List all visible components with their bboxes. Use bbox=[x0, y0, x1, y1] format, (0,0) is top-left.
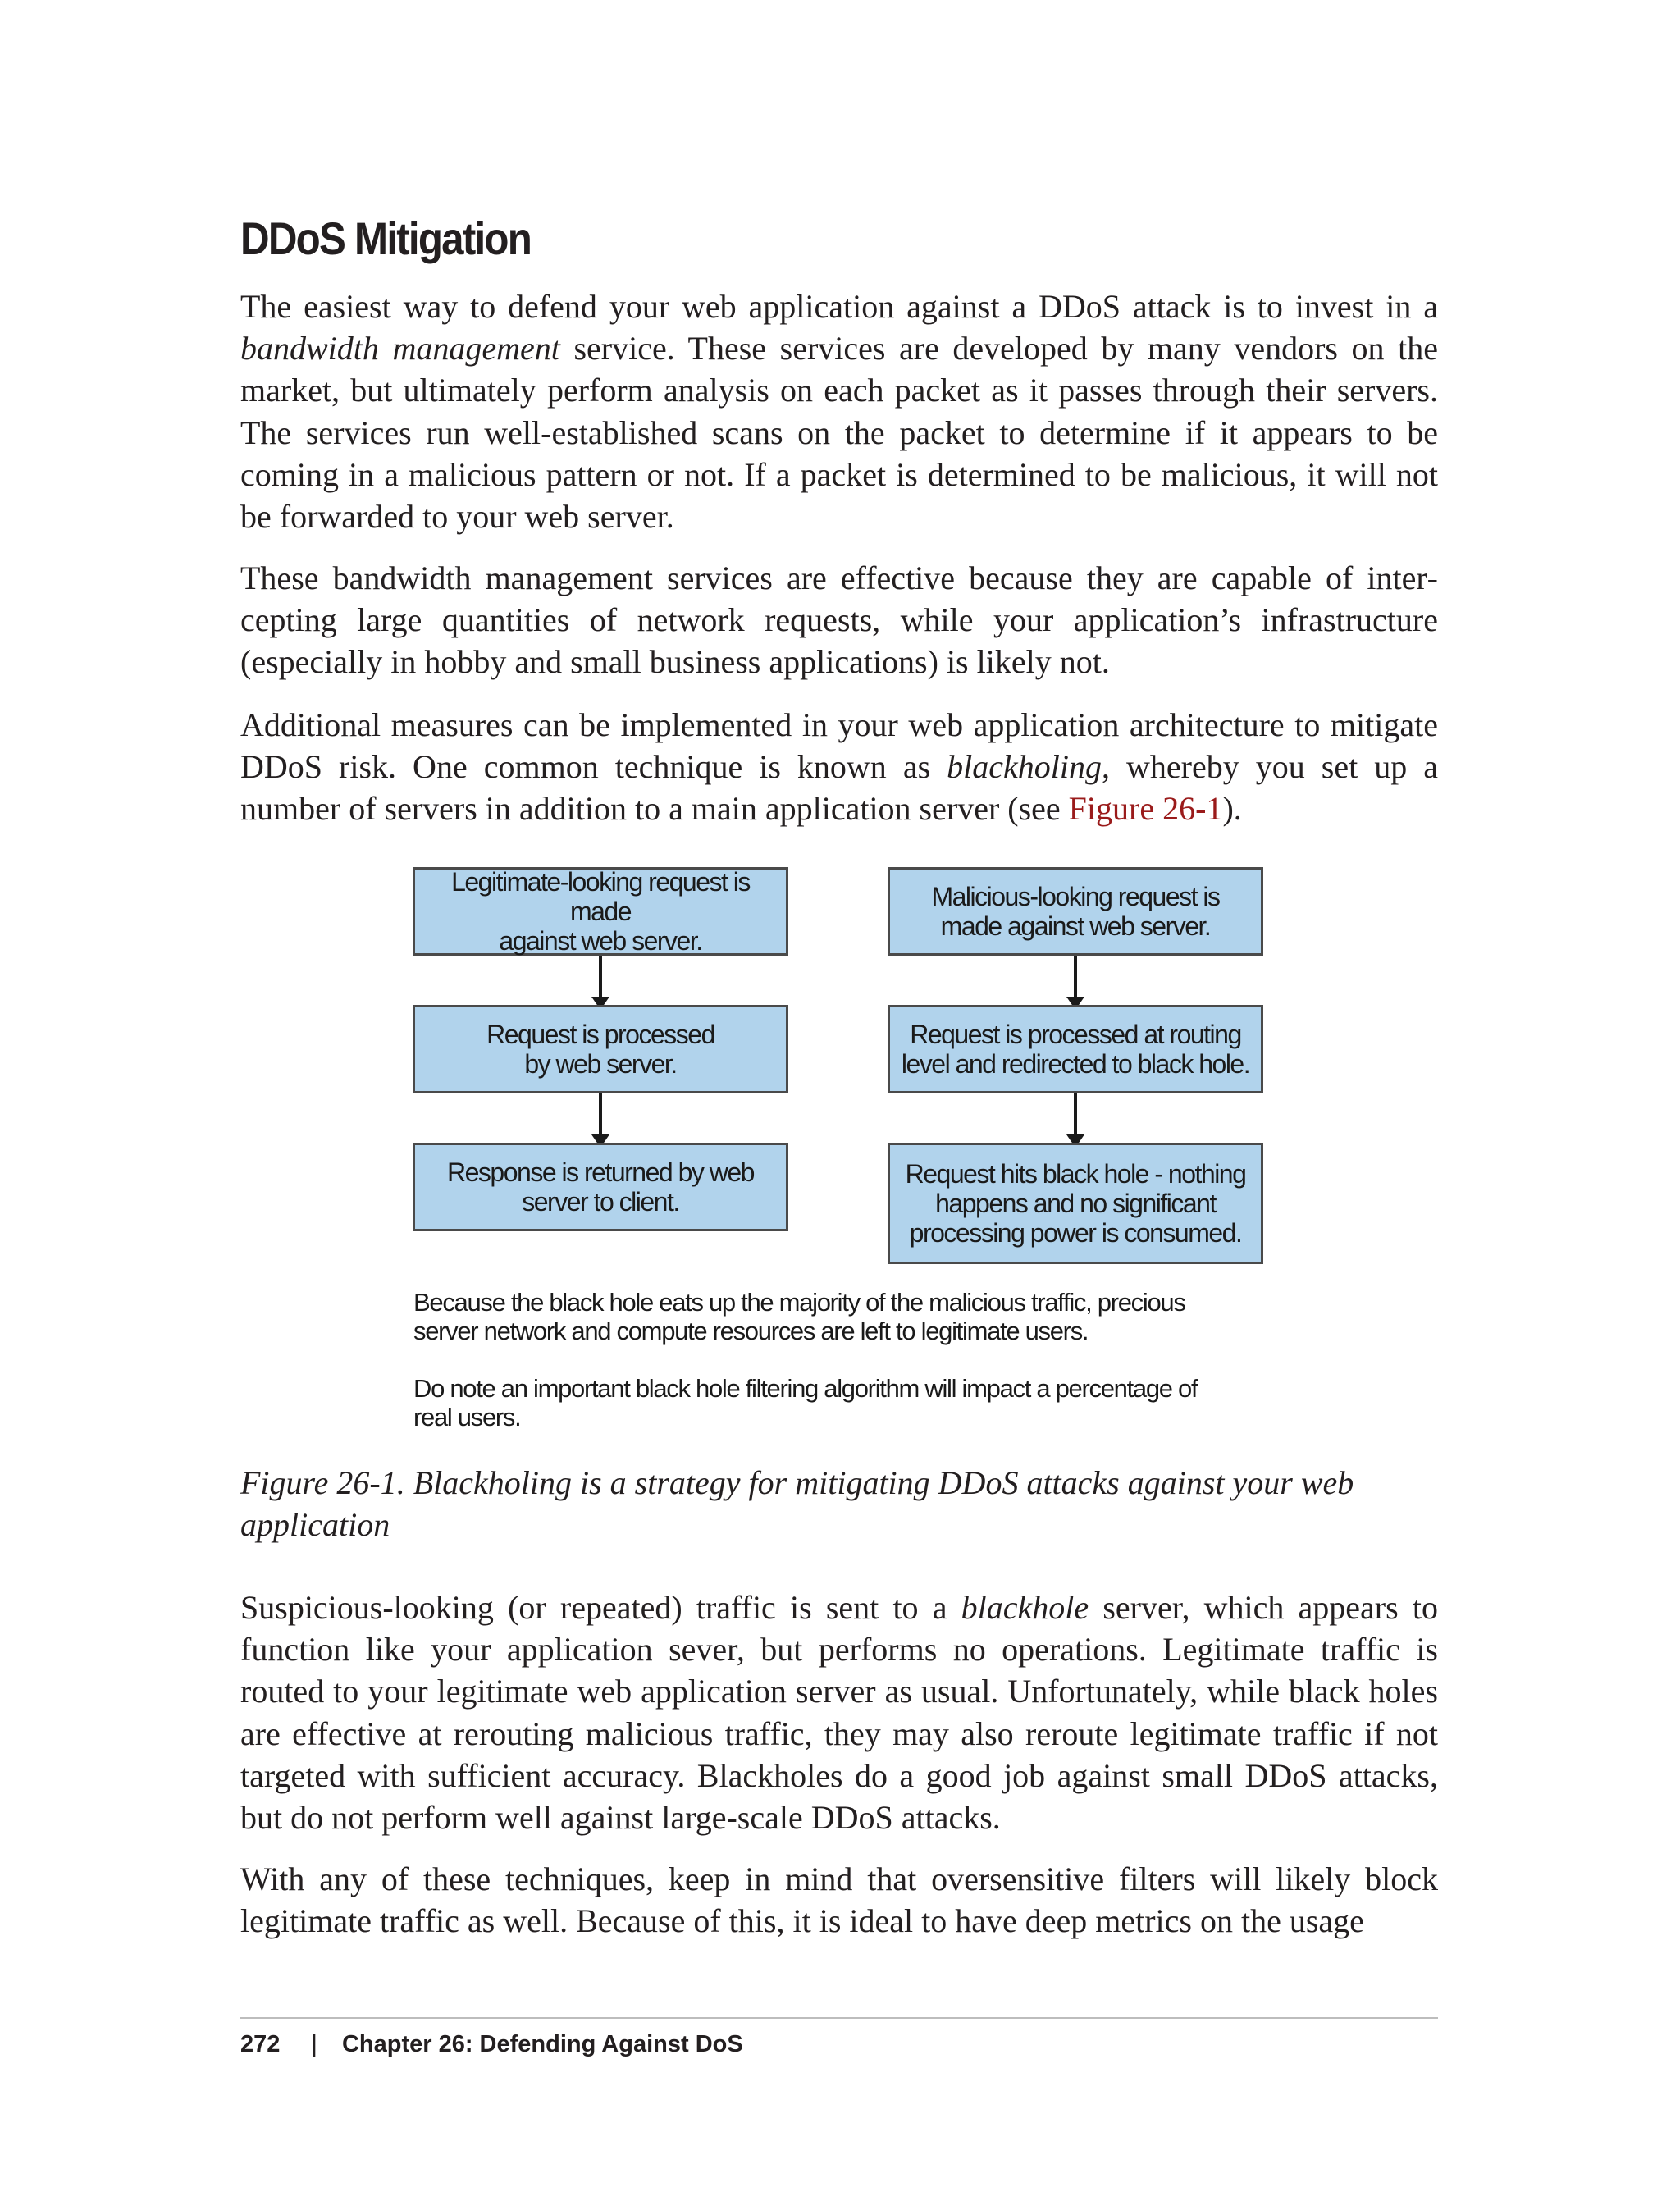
paragraph-2: These bandwidth management services are effective because they are capable of intercepting large quantities of network requests, while your application’s infrastructure (especially in hobby and small business applications) is likely not. bbox=[240, 559, 1438, 681]
figure-caption: Figure 26-1. Blackholing is a strategy for mitigating DDoS attacks against your web application bbox=[240, 1464, 1354, 1544]
footer-separator: | bbox=[311, 2031, 317, 2057]
box-line: Legitimate-looking request is made bbox=[451, 867, 750, 926]
paragraph-1 bbox=[240, 285, 1438, 537]
note-line: server network and compute resources are left to legitimate users. bbox=[413, 1317, 1089, 1345]
paragraph-4 bbox=[240, 1586, 1438, 1838]
page-number: 272 bbox=[240, 2031, 281, 2057]
figure-note-1 bbox=[413, 1288, 1267, 1345]
blackholing-figure bbox=[402, 857, 1271, 1448]
footer-divider bbox=[240, 2017, 1438, 2019]
page-footer bbox=[240, 2031, 743, 2058]
paragraph-1-text-a: The easiest way to defend your web application against a DDoS attack is to invest in a bbox=[240, 288, 1438, 325]
box-line: Response is returned by web bbox=[447, 1157, 754, 1187]
box-line: server to client. bbox=[522, 1187, 679, 1217]
paragraph-4-text-b: server, which appears to function like your application sever, but performs no operations. Legitimate traffic is routed to your legitimate web application server as usual. Unfortunately, while black holes are effective at rerouting malicious traffic, they may also reroute legitimate traffic if not targeted with sufficient accuracy. Blackholes do a good job against small DDoS attacks, but do not perform well against large-scale DDoS attacks. bbox=[240, 1589, 1438, 1837]
box-line: happens and no significant bbox=[935, 1189, 1216, 1218]
box-line: against web server. bbox=[499, 926, 702, 956]
note-line: real users. bbox=[413, 1403, 521, 1431]
box-redirected-to-black-hole bbox=[888, 1005, 1263, 1093]
box-line: Malicious-looking request is bbox=[931, 882, 1220, 911]
paragraph-4-emphasis: blackhole bbox=[961, 1589, 1089, 1626]
paragraph-4-text-a: Suspicious-looking (or repeated) traffic is sent to a bbox=[240, 1589, 961, 1626]
box-line: made against web server. bbox=[940, 911, 1211, 941]
box-line: processing power is consumed. bbox=[909, 1218, 1242, 1248]
paragraph-1-text-b: service. These services are developed by many vendors on the market, but ultimately perform analysis on each packet as it passes through their servers. The services run well-established scans on the packet to determine if it appears to be coming in a malicious pattern or not. If a packet is determined to be malicious, it will not be forwarded to your web server. bbox=[240, 330, 1438, 536]
box-malicious-request bbox=[888, 867, 1263, 956]
figure-note-2 bbox=[413, 1374, 1267, 1431]
arrow-down-icon bbox=[1074, 956, 1077, 998]
paragraph-3-text-a: Additional measures can be implemented in your web application architecture to mitigate DDoS risk. One common technique is known as bbox=[240, 706, 1438, 786]
box-line: level and redirected to black hole. bbox=[901, 1049, 1250, 1079]
box-processed-by-server bbox=[413, 1005, 788, 1093]
section-heading: DDoS Mitigation bbox=[240, 212, 532, 264]
note-line: Do note an important black hole filtering algorithm will impact a percentage of bbox=[413, 1374, 1198, 1403]
box-line: Request is processed at routing bbox=[910, 1020, 1241, 1049]
note-line: Because the black hole eats up the majority of the malicious traffic, precious bbox=[413, 1288, 1185, 1317]
box-legitimate-request bbox=[413, 867, 788, 956]
paragraph-1-emphasis: bandwidth management bbox=[240, 330, 560, 368]
arrow-down-icon bbox=[599, 1093, 602, 1136]
figure-cross-reference-link[interactable]: Figure 26-1 bbox=[1068, 790, 1223, 828]
box-line: Request is processed bbox=[486, 1020, 714, 1049]
box-black-hole-hit bbox=[888, 1143, 1263, 1264]
box-line: by web server. bbox=[524, 1049, 677, 1079]
paragraph-5: With any of these techniques, keep in mind that oversensitive filters will likely block legitimate traffic as well. Because of this, it is ideal to have deep metrics on the usage bbox=[240, 1860, 1438, 1940]
box-response-returned bbox=[413, 1143, 788, 1231]
paragraph-3-text-c: ). bbox=[1222, 790, 1242, 828]
arrow-down-icon bbox=[599, 956, 602, 998]
paragraph-3 bbox=[240, 704, 1438, 830]
running-chapter-title: Chapter 26: Defending Against DoS bbox=[341, 2031, 743, 2057]
paragraph-3-text-b: , whereby you set up a number of servers in addition to a main application server (see bbox=[240, 748, 1439, 828]
box-line: Request hits black hole - nothing bbox=[905, 1159, 1246, 1189]
paragraph-3-emphasis: blackholing bbox=[947, 748, 1102, 786]
arrow-down-icon bbox=[1074, 1093, 1077, 1136]
